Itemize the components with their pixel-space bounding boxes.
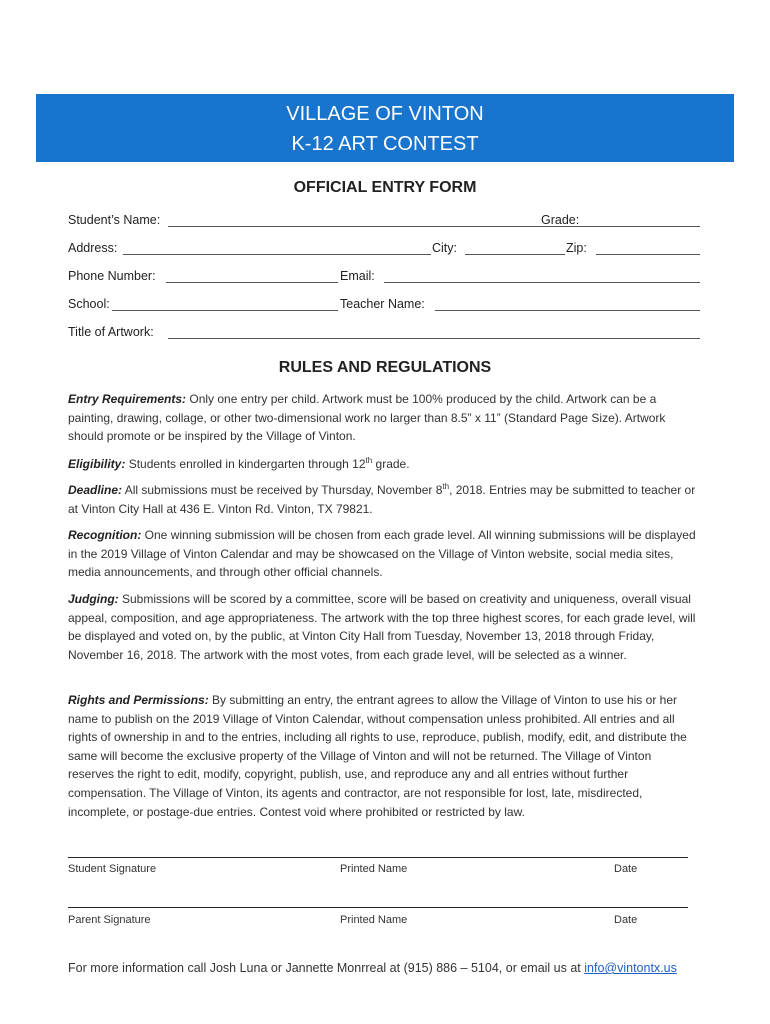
teacher-field[interactable]: [435, 310, 700, 311]
student-signature-line[interactable]: [68, 857, 688, 858]
deadline-sup: th: [442, 482, 450, 491]
form-row-name-grade: [68, 212, 700, 230]
eligibility-text-b: grade.: [372, 457, 410, 471]
header-banner: [36, 94, 734, 162]
grade-field[interactable]: [584, 226, 700, 227]
form-row-phone-email: [68, 268, 700, 286]
footer-text: For more information call Josh Luna or Jannette Monrreal at (915) 886 – 5104, or email us at: [68, 961, 585, 975]
rules-title: RULES AND REGULATIONS: [278, 359, 492, 376]
rule-rights-permissions: [68, 691, 700, 821]
recognition-text: One winning submission will be chosen from each grade level. All winning submissions will be displayed in the 2019 Village of Vinton Calendar and may be showcased on the Village of Vinton website, social media sites, media announcements, and through other official channels.: [68, 528, 696, 580]
entry-text: Only one entry per child. Artwork must be 100% produced by the child. Artwork can be a painting, drawing, collage, or other two-dimensional work no larger than 8.5” x 11” (Standard Page Size). Artwork should promote or be inspired by the Village of Vinton.: [68, 392, 666, 444]
artwork-title-label: Title of Artwork:: [68, 325, 154, 339]
rights-text: By submitting an entry, the entrant agrees to allow the Village of Vinton to use his or her name to publish on the 2019 Village of Vinton Calendar, without compensation unless prohibited. All entries and all rights of ownership in and to the entries, including all rights to use, reproduce, publish, modify, edit, and distribute the same will become the exclusive property of the Village of Vinton and will not be returned. The Village of Vinton reserves the right to edit, modify, copyright, publish, use, and reproduce any and all entries without further compensation. The Village of Vinton, its agents and contractor, are not responsible for lost, late, misdirected, incomplete, or postage-due entries. Contest void where prohibited or restricted by law.: [68, 693, 687, 819]
student-signature-label: Student Signature: [68, 863, 157, 875]
artwork-title-field[interactable]: [168, 338, 700, 339]
city-label: City:: [432, 241, 457, 255]
entry-heading: Entry Requirements:: [68, 392, 187, 406]
form-row-address: [68, 240, 700, 258]
printed-name-label-1: Printed Name: [340, 863, 408, 875]
deadline-text-b: , 2018. Entries may be submitted to teacher or at Vinton City Hall at 436 E. Vinton Rd. Vinton, TX 79821.: [68, 483, 696, 516]
recognition-heading: Recognition:: [68, 528, 142, 542]
email-field[interactable]: [384, 282, 700, 283]
address-field[interactable]: [123, 254, 431, 255]
rule-recognition: [68, 526, 700, 582]
grade-label: Grade:: [541, 213, 580, 227]
address-label: Address:: [68, 241, 118, 255]
eligibility-heading: Eligibility:: [68, 457, 126, 471]
printed-name-label-2: Printed Name: [340, 914, 408, 926]
city-field[interactable]: [465, 254, 565, 255]
judging-heading: Judging:: [68, 592, 119, 606]
deadline-text-a: All submissions must be received by Thursday, November 8: [124, 483, 443, 497]
student-name-label: Student’s Name:: [68, 213, 161, 227]
parent-signature-label: Parent Signature: [68, 914, 151, 926]
teacher-label: Teacher Name:: [340, 297, 425, 311]
form-row-school-teacher: [68, 296, 700, 314]
rights-heading: Rights and Permissions:: [68, 693, 209, 707]
eligibility-sup: th: [365, 456, 373, 465]
judging-text: Submissions will be scored by a committee, score will be based on creativity and uniqueness, overall visual appeal, composition, and age appropriateness. The artwork with the top three highest scores, for each grade level, will be displayed and voted on, by the public, at Vinton City Hall from Tuesday, November 13, 2018 through Friday, November 16, 2018. The artwork with the most votes, from each grade level, will be selected as a winner.: [68, 592, 696, 662]
date-label-1: Date: [614, 863, 638, 875]
zip-label: Zip:: [566, 241, 587, 255]
form-row-artwork-title: [68, 324, 700, 342]
rule-entry-requirements: [68, 390, 700, 446]
banner-title-line1: VILLAGE OF VINTON: [286, 103, 484, 125]
footer-contact: [68, 961, 708, 975]
form-title: OFFICIAL ENTRY FORM: [293, 179, 477, 196]
email-label: Email:: [340, 269, 375, 283]
rule-judging: [68, 590, 700, 664]
date-label-2: Date: [614, 914, 638, 926]
banner-title-line2: K-12 ART CONTEST: [291, 133, 479, 155]
school-label: School:: [68, 297, 110, 311]
eligibility-text-a: Students enrolled in kindergarten through 12: [128, 457, 366, 471]
phone-field[interactable]: [166, 282, 338, 283]
rule-deadline: [68, 481, 700, 518]
rule-eligibility: [68, 455, 700, 474]
phone-label: Phone Number:: [68, 269, 156, 283]
school-field[interactable]: [112, 310, 338, 311]
parent-signature-line[interactable]: [68, 907, 688, 908]
zip-field[interactable]: [596, 254, 700, 255]
email-link[interactable]: info@vintontx.us: [584, 961, 677, 975]
deadline-heading: Deadline:: [68, 483, 123, 497]
